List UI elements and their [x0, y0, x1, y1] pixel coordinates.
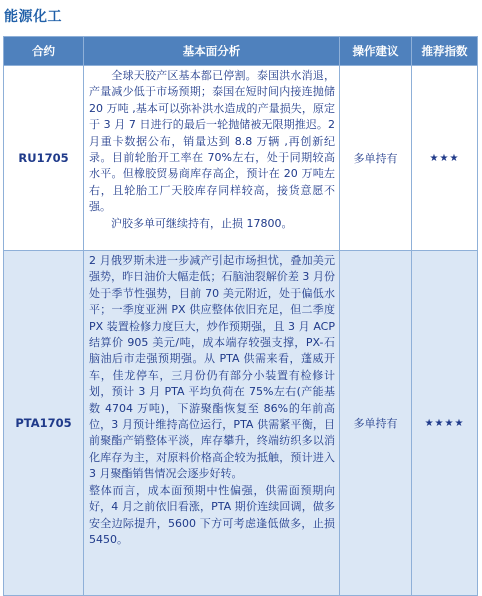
- header-action: 操作建议: [340, 37, 412, 66]
- section-title: 能源化工: [4, 9, 62, 25]
- contract-cell: RU1705: [4, 66, 84, 251]
- table-row: [4, 66, 478, 251]
- analysis-paragraph: 2 月俄罗斯未进一步减产引起市场担忧，叠加美元强势，昨日油价大幅走低；石脑油裂解价差 3 月份处于季节性强势，目前 70 美元附近，处于偏低水平；一季度亚洲 PX 供应整体依旧充足，但二季度 PX 装置检修力度巨大，炒作预期强，且 3 月 ACP 结算价 905 美元/吨，成本端存较强支撑，PX-石脑油后市走强预期强。从 PTA 供需来看，蓬威开车，佳龙停车，三月份仍有部分小装置有检修计划，预计 3 月 PTA 平均负荷在 75%左右(产能基数 4704 万吨)，下游聚酯恢复至 86%的年前高位，3 月预计维持高位运行，PTA 供需紧平衡，目前聚酯产销整体平淡，库存攀升，终端纺织多以消化库存为主，对原料价格高企较为抵触，预计进入 3 月聚酯销售情况会逐步好转。: [89, 254, 335, 481]
- table-row: [4, 251, 478, 596]
- action-cell: 多单持有: [340, 66, 412, 251]
- analysis-cell: [84, 251, 340, 596]
- header-rating: 推荐指数: [412, 37, 478, 66]
- analysis-cell: [84, 66, 340, 251]
- analysis-paragraph: 沪胶多单可继续持有，止损 17800。: [89, 216, 293, 230]
- action-cell: 多单持有: [340, 251, 412, 596]
- header-analysis: 基本面分析: [84, 37, 340, 66]
- rating-stars: ★★★★: [412, 251, 478, 596]
- analysis-paragraph: 全球天胶产区基本都已停割。泰国洪水消退，产量减少低于市场预期；泰国在短时间内接连抛储 20 万吨 ,基本可以弥补洪水造成的产量损失，原定于 3 月 7 日进行的最后一轮抛储被无限期推迟。2 月重卡数据公布，销量达到 8.8 万辆 ,再创新纪录。目前轮胎开工率在 70%左右，处于同期较高水平。但橡胶贸易商库存高企，预计在 20 万吨左右，且轮胎工厂天胶库存同样较高，接货意愿不强。: [89, 69, 335, 214]
- rating-stars: ★★★: [412, 66, 478, 251]
- analysis-paragraph: 整体而言，成本面预期中性偏强，供需面预期向好，4 月之前依旧看涨，PTA 期价连续回调，做多安全边际提升，5600 下方可考虑逢低做多，止损 5450。: [89, 483, 335, 546]
- table-header-row: [4, 37, 478, 66]
- recommendation-table: [3, 36, 478, 596]
- contract-cell: PTA1705: [4, 251, 84, 596]
- header-contract: 合约: [4, 37, 84, 66]
